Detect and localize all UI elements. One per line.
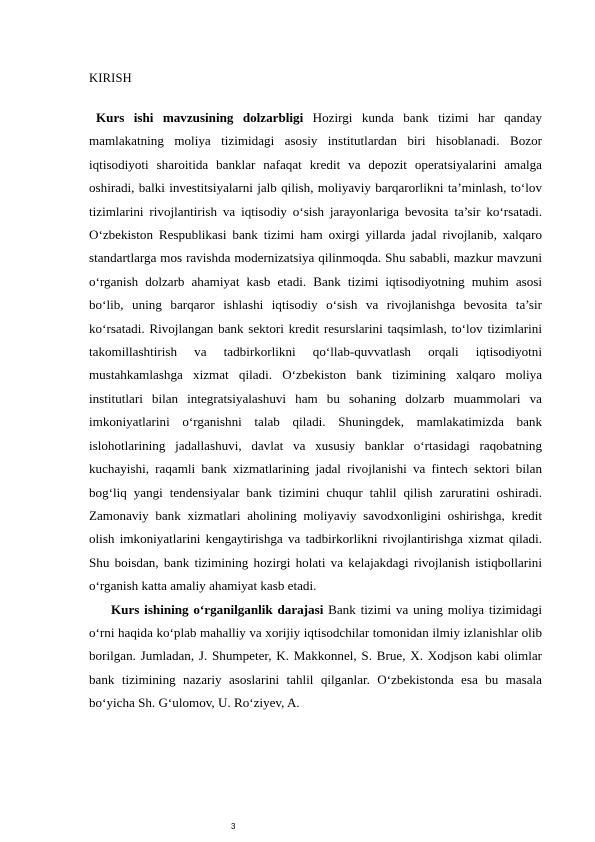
section-heading: KIRISH (89, 71, 132, 85)
paragraph-relevance (89, 106, 542, 598)
paragraph-text: Bank tizimi va uning moliya tizimidagi o‘rni haqida ko‘plab mahalliy va xorijiy iqtisodchilar tomonidan ilmiy izlanishlar olib borilgan. Jumladan, J. Shumpeter, K. Makkonnel, S. Brue, X. Xodjson kabi olimlar bank tizimining nazariy asoslarini tahlil qilganlar. O‘zbekistonda esa bu masala bo‘yicha Sh. G‘ulomov, U. Ro‘ziyev, A. (89, 601, 542, 711)
paragraph-text: Hozirgi kunda bank tizimi har qanday mamlakatning moliya tizimidagi asosiy institutlardan biri hisoblanadi. Bozor iqtisodiyoti sharoitida banklar nafaqat kredit va depozit operatsiyalarini amalga oshiradi, balki investitsiyalarni jalb qilish, moliyaviy barqarorlikni ta’minlash, to‘lov tizimlarini rivojlantirish va iqtisodiy o‘sish jarayonlariga bevosita ta’sir ko‘rsatadi. O‘zbekiston Respublikasi bank tizimi ham oxirgi yillarda jadal rivojlanib, xalqaro standartlarga mos ravishda modernizatsiya qilinmoqda. Shu sababli, mazkur mavzuni o‘rganish dolzarb ahamiyat kasb etadi. Bank tizimi iqtisodiyotning muhim asosi bo‘lib, uning barqaror ishlashi iqtisodiy o‘sish va rivojlanishga bevosita ta’sir ko‘rsatadi. Rivojlangan bank sektori kredit resurslarini taqsimlash, to‘lov tizimlarini takomillashtirish va tadbirkorlikni qo‘llab-quvvatlash orqali iqtisodiyotni mustahkamlashga xizmat qiladi. O‘zbekiston bank tizimining xalqaro moliya institutlari bilan integratsiyalashuvi ham bu sohaning dolzarb muammolari va imkoniyatlarini o‘rganishni talab qiladi. Shuningdek, mamlakatimizda bank islohotlarining jadallashuvi, davlat va xususiy banklar o‘rtasidagi raqobatning kuchayishi, raqamli bank xizmatlarining jadal rivojlanishi va fintech sektori bilan bog‘liq yangi tendensiyalar bank tizimini chuqur tahlil qilish zaruratini oshiradi. Zamonaviy bank xizmatlari aholining moliyaviy savodxonligini oshirishga, kredit olish imkoniyatlarini kengaytirishga va tadbirkorlikni rivojlantirishga xizmat qiladi. Shu boisdan, bank tizimining hozirgi holati va kelajakdagi rivojlanish istiqbollarini o‘rganish katta amaliy ahamiyat kasb etadi. (89, 110, 542, 594)
page-number: 3 (231, 822, 236, 831)
paragraph-lead: Kurs ishi mavzusining dolzarbligi (96, 110, 304, 125)
body-text (89, 106, 542, 715)
paragraph-lead: Kurs ishining o‘rganilganlik darajasi (111, 601, 324, 617)
paragraph-study-degree (89, 598, 542, 715)
